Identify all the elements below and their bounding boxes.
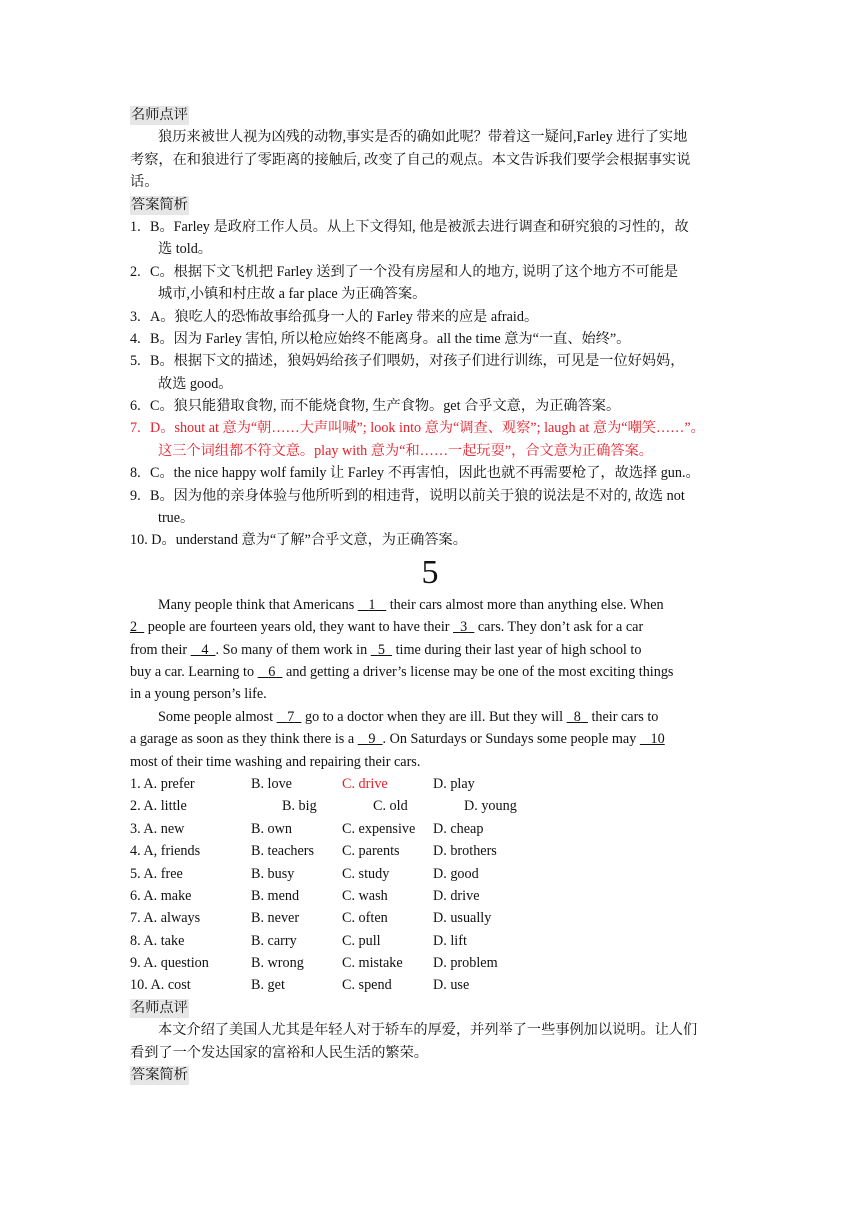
answer-item: 9. B。因为他的亲身体验与他所听到的相违背，说明以前关于狼的说法是不对的, 故选 not: [130, 487, 685, 504]
option-row: 2. A. little B. big C. old D. young: [130, 798, 517, 815]
option-row: 10. A. cost B. get C. spend D. use: [130, 977, 470, 994]
review-header: 名师点评: [131, 999, 188, 1016]
answer-item-continued: 城市,小镇和村庄故 a far place 为正确答案。: [158, 286, 427, 303]
answer-item: 5. B。根据下文的描述，狼妈妈给孩子们喂奶，对孩子们进行训练，可见是一位好妈妈，: [130, 353, 685, 370]
option-row: 3. A. new B. own C. expensive D. cheap: [130, 820, 484, 837]
answer-item: 10. D。understand 意为“了解”合乎文意，为正确答案。: [130, 532, 467, 549]
review-text-line: 本文介绍了美国人尤其是年轻人对于轿车的厚爱，并列举了一些事例加以说明。让人们: [158, 1022, 698, 1039]
passage-line: in a young person’s life.: [130, 686, 267, 703]
option-row: 9. A. question B. wrong C. mistake D. problem: [130, 955, 498, 972]
highlighted-option: C. drive: [342, 775, 388, 792]
answer-item-continued: 故选 good。: [158, 375, 233, 392]
blank-6: 6: [268, 663, 276, 680]
answer-item-continued: 选 told。: [158, 241, 212, 258]
document-page: [130, 104, 730, 1086]
passage-line: Many people think that Americans 1 their cars almost more than anything else. When: [158, 596, 664, 613]
answer-item: 1. B。Farley 是政府工作人员。从上下文得知, 他是被派去进行调查和研究狼的习性的，故: [130, 218, 689, 235]
answer-item-continued: true。: [158, 510, 195, 527]
blank-1: 1: [368, 596, 376, 613]
option-row: 4. A, friends B. teachers C. parents D. brothers: [130, 843, 497, 860]
blank-10: 10: [650, 731, 665, 748]
review-text-line: 狼历来被世人视为凶残的动物,事实是否的确如此呢？带着这一疑问,Farley 进行了实地: [158, 129, 688, 146]
blank-5: 5: [377, 641, 385, 658]
review-text-line: 看到了一个发达国家的富裕和人民生活的繁荣。: [130, 1044, 428, 1061]
passage-line: Some people almost 7 go to a doctor when they are ill. But they will 8 their cars to: [158, 708, 659, 725]
answers-header: 答案简析: [131, 196, 188, 213]
blank-8: 8: [573, 708, 581, 725]
blank-7: 7: [287, 708, 295, 725]
passage-line: buy a car. Learning to 6 and getting a driver’s license may be one of the most exciting things: [130, 663, 674, 680]
answer-item: 4. B。因为 Farley 害怕, 所以枪应始终不能离身。all the time 意为“一直、始终”。: [130, 330, 631, 347]
option-row: 8. A. take B. carry C. pull D. lift: [130, 932, 467, 949]
passage-line: from their 4 . So many of them work in 5 time during their last year of high school to: [130, 641, 642, 658]
answer-item-highlighted: 7. D。shout at 意为“朝……大声叫喊”; look into 意为“调查、观察”; laugh at 意为“嘲笑……”。: [130, 420, 705, 437]
answer-item: 2. C。根据下文飞机把 Farley 送到了一个没有房屋和人的地方, 说明了这个地方不可能是: [130, 263, 679, 280]
review-header: 名师点评: [131, 107, 188, 123]
blank-9: 9: [368, 731, 376, 748]
blank-2: 2: [130, 619, 138, 636]
option-row: 5. A. free B. busy C. study D. good: [130, 865, 479, 882]
answer-item: 6. C。狼只能猎取食物, 而不能烧食物, 生产食物。get 合乎文意，为正确答案。: [130, 398, 621, 415]
answer-item: 3. A。狼吃人的恐怖故事给孤身一人的 Farley 带来的应是 afraid。: [130, 308, 539, 325]
answers-header: 答案简析: [131, 1067, 188, 1084]
review-text-line: 话。: [130, 174, 159, 191]
review-text-line: 考察，在和狼进行了零距离的接触后, 改变了自己的观点。本文告诉我们要学会根据事实说: [130, 151, 691, 168]
option-row: 7. A. always B. never C. often D. usually: [130, 910, 492, 927]
section-number: 5: [421, 553, 439, 591]
answer-item-continued-highlighted: 这三个词组都不符文意。play with 意为“和……一起玩耍”，合文意为正确答案。: [158, 442, 653, 459]
option-row: 6. A. make B. mend C. wash D. drive: [130, 887, 480, 904]
blank-4: 4: [201, 641, 209, 658]
passage-line: most of their time washing and repairing their cars.: [130, 753, 421, 770]
answer-item: 8. C。the nice happy wolf family 让 Farley 不再害怕，因此也就不再需要枪了，故选择 gun.。: [130, 465, 700, 482]
option-row: 1. A. prefer B. love C. drive D. play: [130, 773, 730, 795]
passage-line: 2 people are fourteen years old, they want to have their 3 cars. They don’t ask for a car: [130, 619, 644, 636]
blank-3: 3: [460, 619, 468, 636]
passage-line: a garage as soon as they think there is a 9 . On Saturdays or Sundays some people may 10: [130, 731, 665, 748]
